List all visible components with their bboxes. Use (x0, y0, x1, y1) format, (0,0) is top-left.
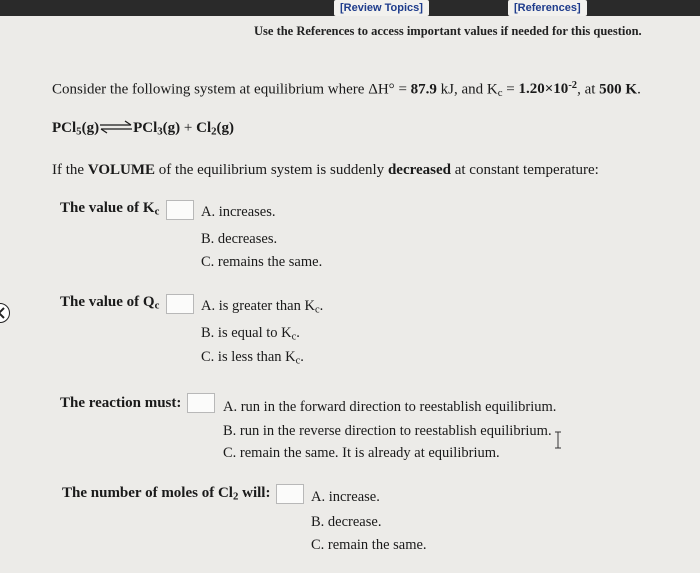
reaction-question-label: The reaction must: (60, 395, 182, 411)
moles-option-a: A. increase. (311, 489, 380, 505)
chevron-left-icon (0, 307, 5, 319)
qc-option-a: A. is greater than $K_c$. (201, 298, 324, 316)
moles-question-label: The number of moles of $Cl_2$ will: (62, 485, 271, 503)
reaction-option-c: C. remain the same. It is already at equilibrium. (223, 445, 500, 461)
reaction-equation: PCl$_5$(g) $PCl_3(g) + Cl_2(g)$ (52, 120, 235, 138)
moles-option-b: B. decrease. (311, 514, 382, 530)
text-cursor-icon (554, 431, 562, 449)
qc-option-c: C. is less than $K_c$. (201, 349, 304, 367)
qc-option-b: B. is equal to $K_c$. (201, 325, 300, 343)
reaction-answer-box[interactable] (187, 393, 215, 413)
kc-question-label: The value of $K_c$ (60, 200, 160, 218)
references-note: Use the References to access important values if needed for this question. (254, 24, 642, 38)
previous-button[interactable] (0, 303, 10, 323)
kc-option-a: A. increases. (201, 204, 276, 220)
qc-question-label: The value of $Q_c$ (60, 294, 160, 312)
equilibrium-arrow-icon (99, 120, 133, 134)
question-intro: Consider the following system at equilibrium where ΔH° = 87.9 kJ, and $K_c = 1.20\times 10^{-2}$, at 500 K. (52, 80, 641, 99)
kc-option-c: C. remains the same. (201, 254, 323, 270)
moles-answer-box[interactable] (276, 484, 304, 504)
moles-option-c: C. remain the same. (311, 537, 427, 553)
review-topics-link[interactable]: [Review Topics] (334, 0, 429, 16)
reaction-option-a: A. run in the forward direction to reestablish equilibrium. (223, 399, 557, 415)
condition-text: If the VOLUME of the equilibrium system is suddenly decreased at constant temperature: (52, 162, 599, 178)
reaction-option-b: B. run in the reverse direction to reestablish equilibrium. (223, 423, 552, 439)
qc-answer-box[interactable] (166, 294, 194, 314)
references-link[interactable]: [References] (508, 0, 587, 16)
kc-option-b: B. decreases. (201, 231, 278, 247)
kc-answer-box[interactable] (166, 200, 194, 220)
